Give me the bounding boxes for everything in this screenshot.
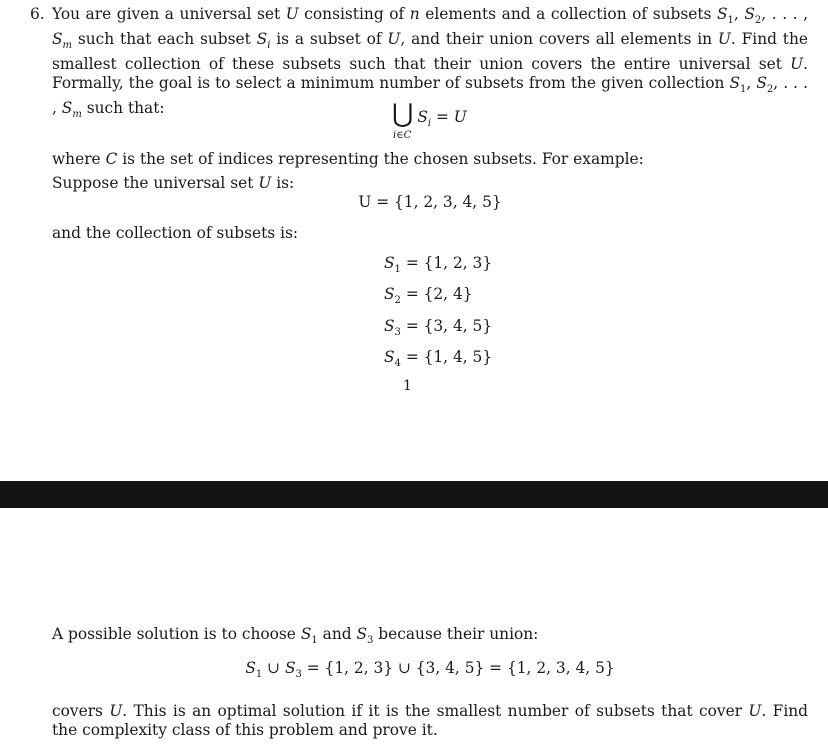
covers-paragraph: covers U. This is an optimal solution if it is the smallest number of subsets that cover U. Find the complexity class of this problem and prove it. bbox=[52, 702, 809, 739]
union-index: i∈C bbox=[393, 130, 412, 142]
page-break-bar bbox=[0, 481, 828, 508]
question-number: 6. bbox=[30, 5, 45, 23]
where-sentence: where C is the set of indices representing the chosen subsets. For example: bbox=[52, 150, 644, 168]
collection-sentence: and the collection of subsets is: bbox=[52, 224, 299, 242]
universal-set-equation: U = {1, 2, 3, 4, 5} bbox=[358, 193, 502, 211]
union-formula: ⋃ $S_i = U$ i∈C bbox=[380, 101, 490, 141]
subset-row: $S_1 = \{1$, 2, 3} bbox=[384, 254, 493, 276]
subset-row: $S_4 = \{1$, 4, 5} bbox=[384, 348, 493, 370]
suppose-sentence: Suppose the universal set U is: bbox=[52, 174, 295, 192]
solution-equation: $S_1$ ∪ $S_3 = \{1$, 2, 3} ∪ {3, 4, 5} = {1, 2, 3, 4, 5} bbox=[245, 659, 615, 681]
question-intro: You are given a universal set U consisting of n elements and a collection of subsets $S_1$, $S_2$, . . . , $S_m$ such that each subset $S_i$ is a subset of U, and their union covers all elements in U. Find the smallest collection of these subsets such that their union covers the entire universal set U. Formally, the goal is to select a minimum number of subsets from the given collection $S_1$, $S_2$, . . . , $S_m$ such that: bbox=[52, 5, 808, 121]
subset-row: $S_2 = \{2$, 4} bbox=[384, 285, 473, 307]
union-operator: ⋃ bbox=[392, 99, 414, 129]
subset-row: $S_3 = \{3$, 4, 5} bbox=[384, 316, 493, 338]
solution-sentence: A possible solution is to choose $S_1$ and $S_3$ because their union: bbox=[52, 625, 539, 647]
subset-list bbox=[384, 251, 492, 377]
page-number: 1 bbox=[403, 378, 412, 394]
